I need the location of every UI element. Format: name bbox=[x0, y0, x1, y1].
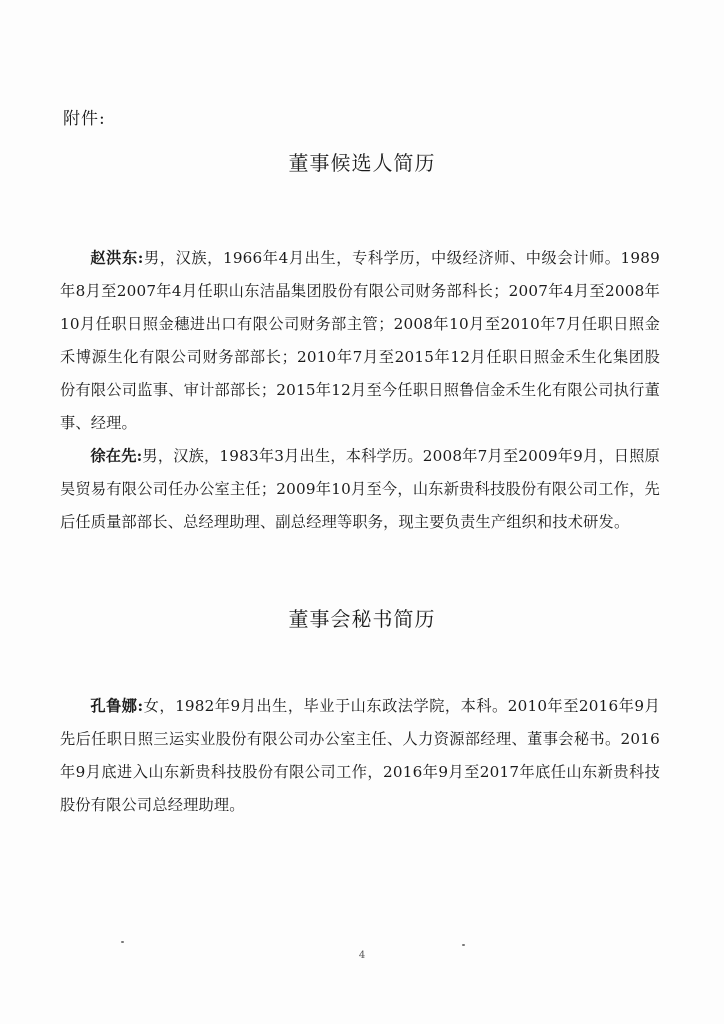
bio-name-kong: 孔鲁娜: bbox=[90, 697, 144, 716]
bio-text-zhao: 男，汉族，1966年4月出生，专科学历，中级经济师、中级会计师。1989年8月至2007年4月任职山东洁晶集团股份有限公司财务部科长；2007年4月至2008年10月任职日照金穗进出口有限公司财务部主管；2008年10月至2010年7月任职日照金禾博源生化有限公司财务部部长；2010年7月至2015年12月任职日照金禾生化集团股份有限公司监事、审计部部长；2015年12月至今任职日照鲁信金禾生化有限公司执行董事、经理。 bbox=[60, 249, 660, 433]
bio-name-xu: 徐在先: bbox=[90, 447, 143, 466]
attachment-label: 附件: bbox=[63, 109, 106, 129]
section-title-director-candidates: 董事候选人简历 bbox=[288, 151, 436, 175]
bio-text-xu: 男，汉族，1983年3月出生，本科学历。2008年7月至2009年9月，日照原昊贸易有限公司任办公室主任；2009年10月至今，山东新贵科技股份有限公司工作，先后任质量部部长、总经理助理、副总经理等职务，现主要负责生产组织和技术研发。 bbox=[60, 447, 660, 532]
bio-name-zhao: 赵洪东: bbox=[90, 249, 144, 268]
scan-speck bbox=[121, 941, 124, 943]
bio-paragraph-kong bbox=[60, 690, 660, 822]
scan-speck bbox=[462, 944, 465, 946]
section-title-board-secretary: 董事会秘书简历 bbox=[288, 607, 436, 631]
bio-paragraph-zhao bbox=[60, 242, 660, 440]
page-number: 4 bbox=[358, 950, 366, 961]
bio-text-kong: 女，1982年9月出生，毕业于山东政法学院，本科。2010年至2016年9月先后任职日照三运实业股份有限公司办公室主任、人力资源部经理、董事会秘书。2016年9月底进入山东新贵科技股份有限公司工作，2016年9月至2017年底任山东新贵科技股份有限公司总经理助理。 bbox=[60, 697, 660, 815]
bio-paragraph-xu bbox=[60, 440, 660, 539]
